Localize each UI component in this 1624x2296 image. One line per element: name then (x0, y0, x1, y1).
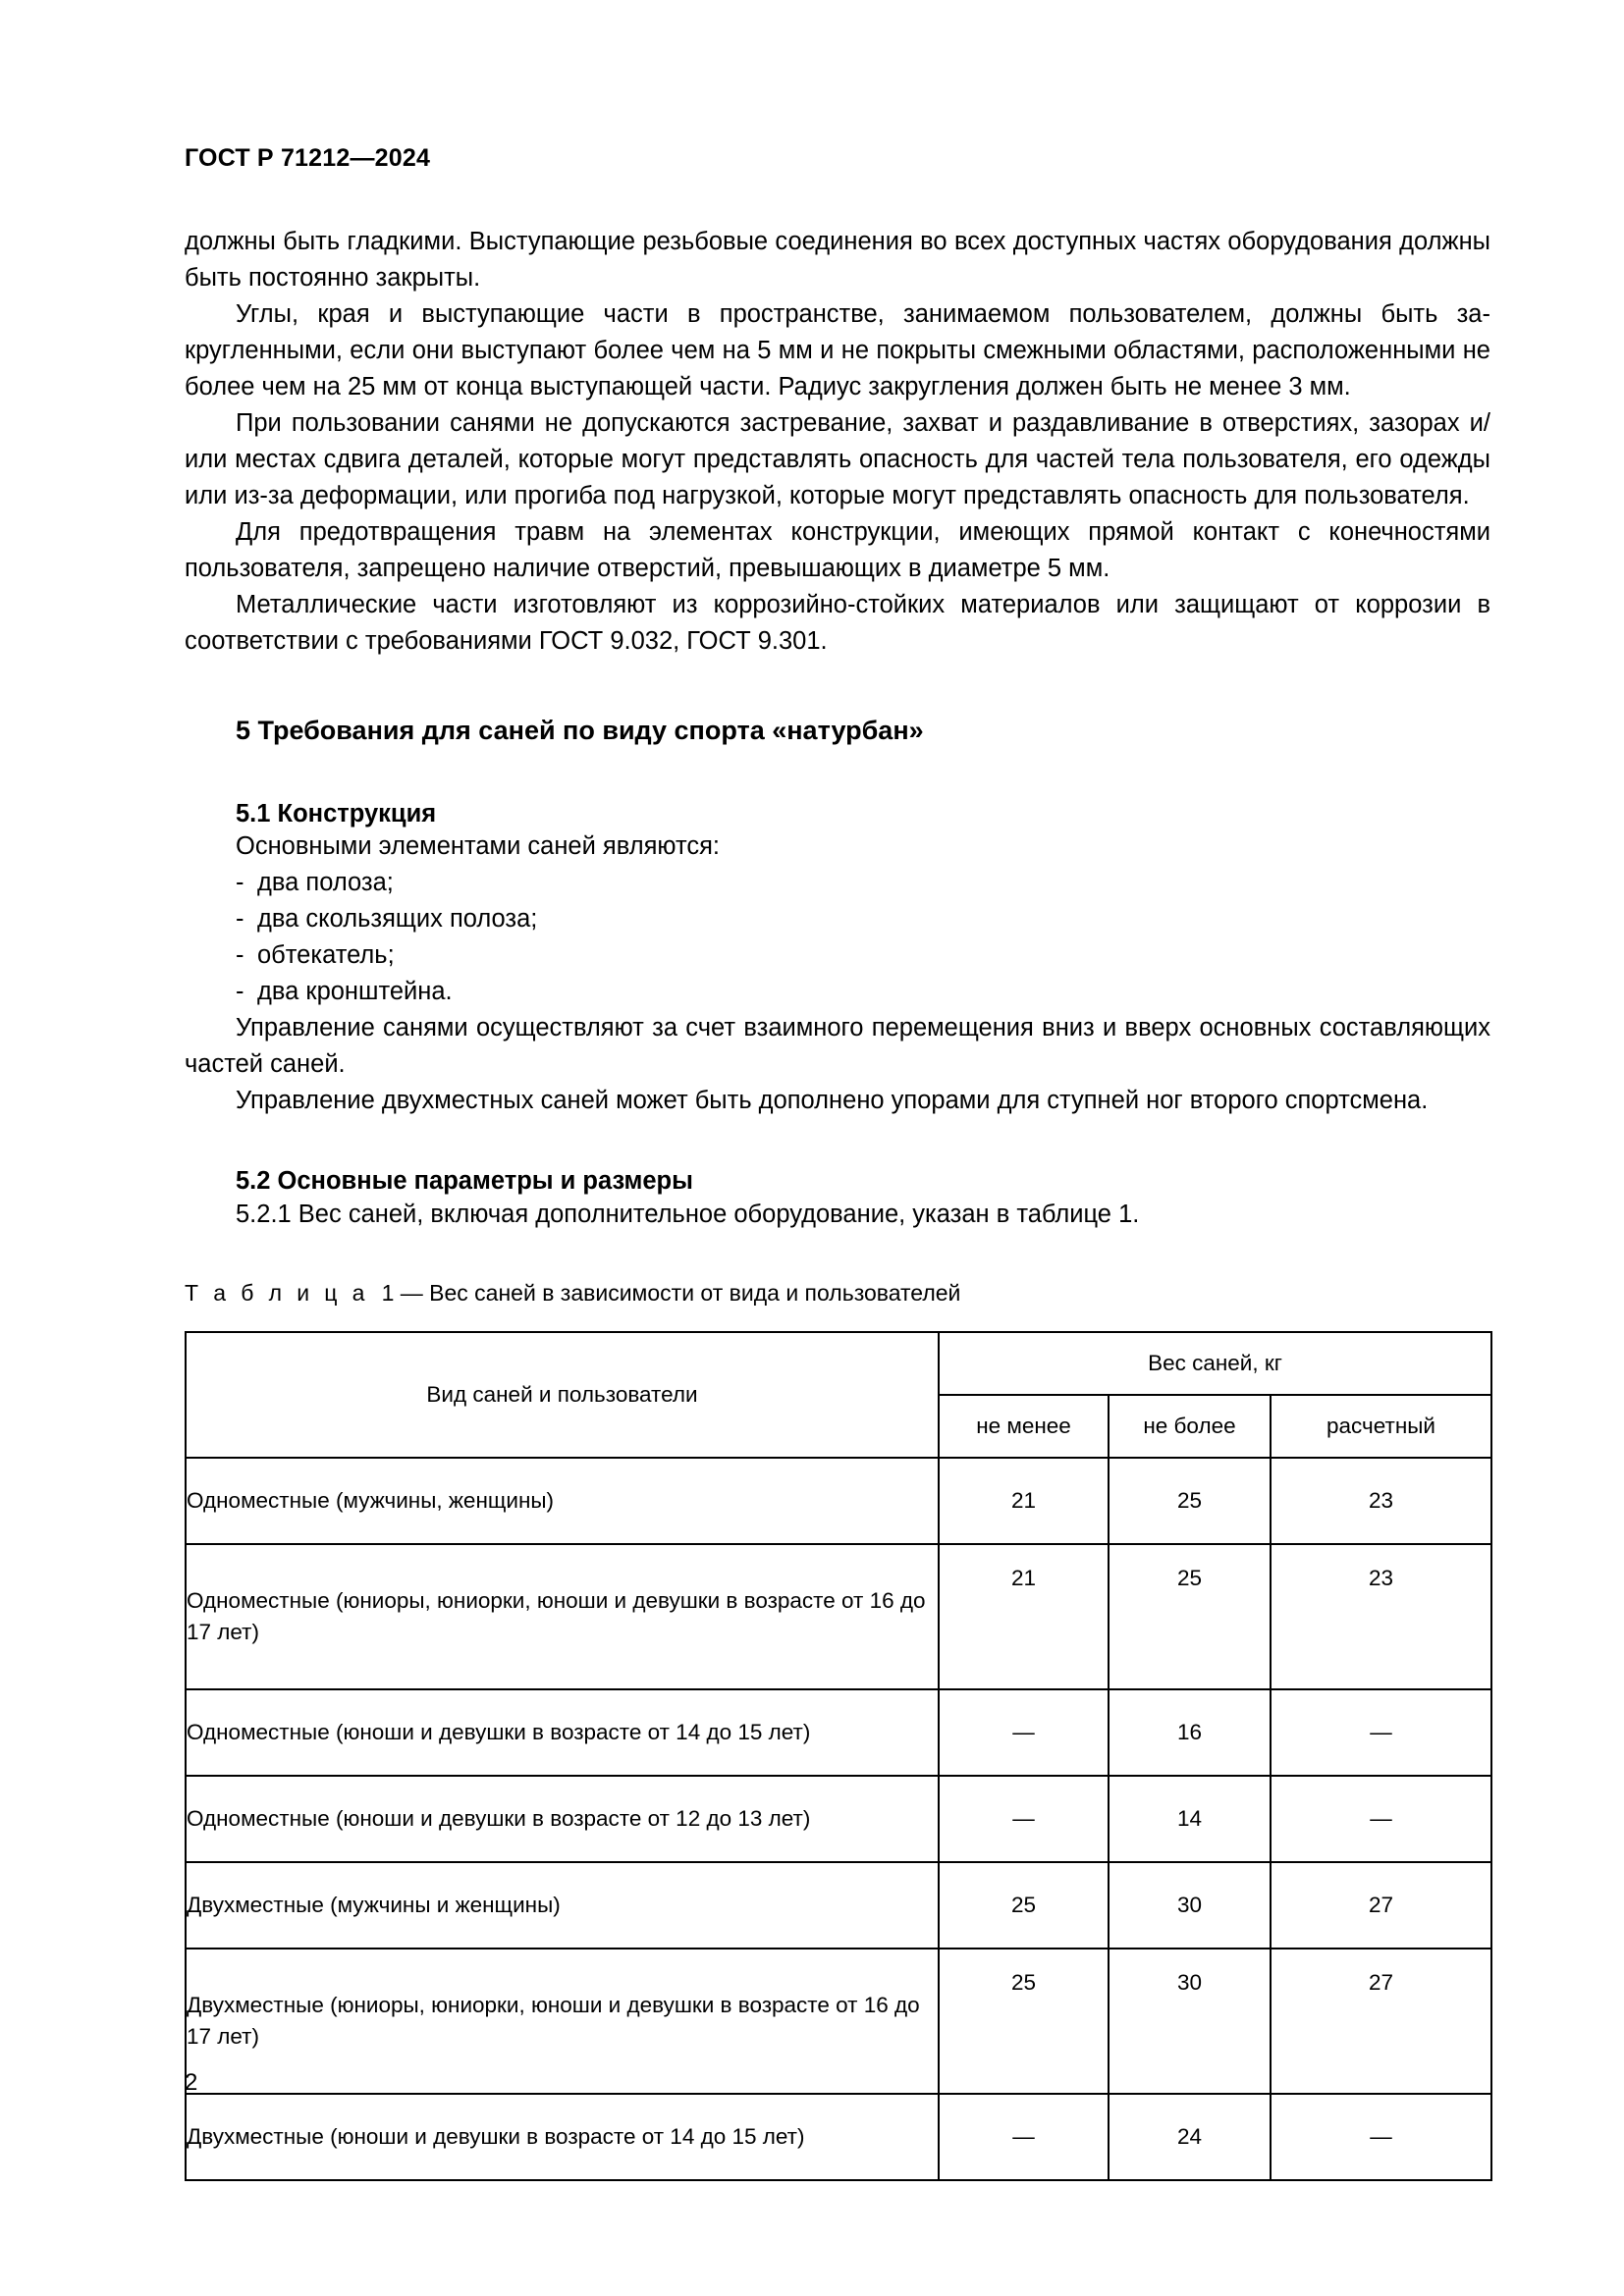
cell-max: 16 (1109, 1689, 1271, 1776)
cell-kind: Двухместные (юноши и девушки в возрасте от 14 до 15 лет) (186, 2094, 939, 2180)
paragraph-smooth-surfaces: должны быть гладкими. Выступающие резьбовые соединения во всех доступных частях оборудования должны быть постоянно закрыты. (185, 227, 1490, 292)
table-row (186, 1776, 1491, 1862)
paragraph-corners-edges: Углы, края и выступающие части в пространстве, занимаемом пользователем, должны быть закругленными, если они выступают более чем на 5 мм и не покрыты смежными областями, расположенными не более чем на 25 мм от конца выступающей части. Радиус закругления должен быть не менее 3 мм. (185, 299, 1490, 400)
table-row (186, 2094, 1491, 2180)
paragraph-injury-prevention: Для предотвращения травм на элементах конструкции, имеющих прямой контакт с конечностями пользователя, запрещено наличие отверстий, превышающих в диаметре 5 мм. (185, 517, 1490, 582)
document-standard-header: ГОСТ Р 71212—2024 (185, 144, 431, 172)
cell-calc: 27 (1271, 1949, 1491, 2094)
th-max: не более (1109, 1395, 1271, 1458)
th-min: не менее (939, 1395, 1109, 1458)
list-dash: - (236, 941, 244, 970)
cell-max: 25 (1109, 1544, 1271, 1689)
cell-max: 14 (1109, 1776, 1271, 1862)
cell-min: 21 (939, 1544, 1109, 1689)
table-row (186, 1689, 1491, 1776)
th-weight-group: Вес саней, кг (939, 1332, 1491, 1395)
heading-section-5: 5 Требования для саней по виду спорта «натурбан» (236, 715, 924, 745)
list-item: - обтекатель; (185, 937, 1490, 974)
cell-kind: Одноместные (юноши и девушки в возрасте от 12 до 13 лет) (186, 1776, 939, 1862)
cell-calc: — (1271, 1689, 1491, 1776)
table-caption-dash: — (400, 1280, 423, 1307)
list-item: - два скользящих полоза; (185, 901, 1490, 937)
cell-max: 24 (1109, 2094, 1271, 2180)
list-dash: - (236, 905, 244, 934)
cell-kind: Двухместные (юниоры, юниорки, юноши и девушки в возрасте от 16 до 17 лет) (186, 1949, 939, 2094)
table-caption-label: Т а б л и ц а (185, 1280, 369, 1307)
table-caption-title: Вес саней в зависимости от вида и пользователей (429, 1280, 961, 1307)
cell-calc: 23 (1271, 1458, 1491, 1544)
main-elements-list (185, 865, 1490, 1010)
page-content (185, 145, 1490, 2181)
cell-max: 25 (1109, 1458, 1271, 1544)
heading-section-5-2: 5.2 Основные параметры и размеры (236, 1167, 693, 1196)
cell-min: — (939, 2094, 1109, 2180)
cell-kind: Двухместные (мужчины и женщины) (186, 1862, 939, 1949)
cell-kind: Одноместные (юниоры, юниорки, юноши и девушки в возрасте от 16 до 17 лет) (186, 1544, 939, 1689)
paragraph-metal-parts: Металлические части изготовляют из коррозийно-стойких материалов или защищают от коррозии в соответствии с требованиями ГОСТ 9.032, ГОСТ 9.301. (185, 590, 1490, 655)
table-row (186, 1458, 1491, 1544)
cell-min: 21 (939, 1458, 1109, 1544)
table-caption-number: 1 (381, 1280, 395, 1307)
cell-min: 25 (939, 1949, 1109, 2094)
paragraph-double-seat-control: Управление двухместных саней может быть дополнено упорами для ступней ног второго спортсмена. (236, 1087, 1429, 1115)
paragraph-main-elements-intro: Основными элементами саней являются: (236, 832, 720, 861)
cell-kind: Одноместные (мужчины, женщины) (186, 1458, 939, 1544)
list-item: - два полоза; (185, 865, 1490, 901)
page-number: 2 (185, 2069, 198, 2096)
cell-max: 30 (1109, 1949, 1271, 2094)
cell-max: 30 (1109, 1862, 1271, 1949)
cell-calc: 23 (1271, 1544, 1491, 1689)
table-row (186, 1949, 1491, 2094)
paragraph-steering-control: Управление санями осуществляют за счет взаимного перемещения вниз и вверх основных составляющих частей саней. (185, 1014, 1490, 1079)
list-item: - два кронштейна. (185, 974, 1490, 1010)
table-row (186, 1544, 1491, 1689)
th-calc: расчетный (1271, 1395, 1491, 1458)
cell-calc: 27 (1271, 1862, 1491, 1949)
cell-kind: Одноместные (юноши и девушки в возрасте от 14 до 15 лет) (186, 1689, 939, 1776)
heading-section-5-1: 5.1 Конструкция (236, 799, 437, 828)
list-dash: - (236, 869, 244, 897)
paragraph-entrapment: При пользовании санями не допускаются застревание, захват и раздавливание в отверстиях, зазорах и/или местах сдвига деталей, которые могут представлять опасность для частей тела пользователя, его одежды или из-за деформации, или прогиба под нагрузкой, которые могут представлять опасность для пользователя. (185, 408, 1490, 509)
table-body (186, 1458, 1491, 2180)
cell-min: — (939, 1776, 1109, 1862)
cell-calc: — (1271, 1776, 1491, 1862)
cell-calc: — (1271, 2094, 1491, 2180)
th-kind: Вид саней и пользователи (186, 1332, 939, 1458)
clause-5-2-1: 5.2.1 Вес саней, включая дополнительное оборудование, указан в таблице 1. (236, 1201, 1140, 1229)
cell-min: — (939, 1689, 1109, 1776)
table-row (186, 1862, 1491, 1949)
table-caption (185, 1276, 1490, 1309)
table-sled-weights (185, 1331, 1492, 2181)
table-header-row-1 (186, 1332, 1491, 1395)
table-head (186, 1332, 1491, 1458)
cell-min: 25 (939, 1862, 1109, 1949)
list-dash: - (236, 978, 244, 1006)
